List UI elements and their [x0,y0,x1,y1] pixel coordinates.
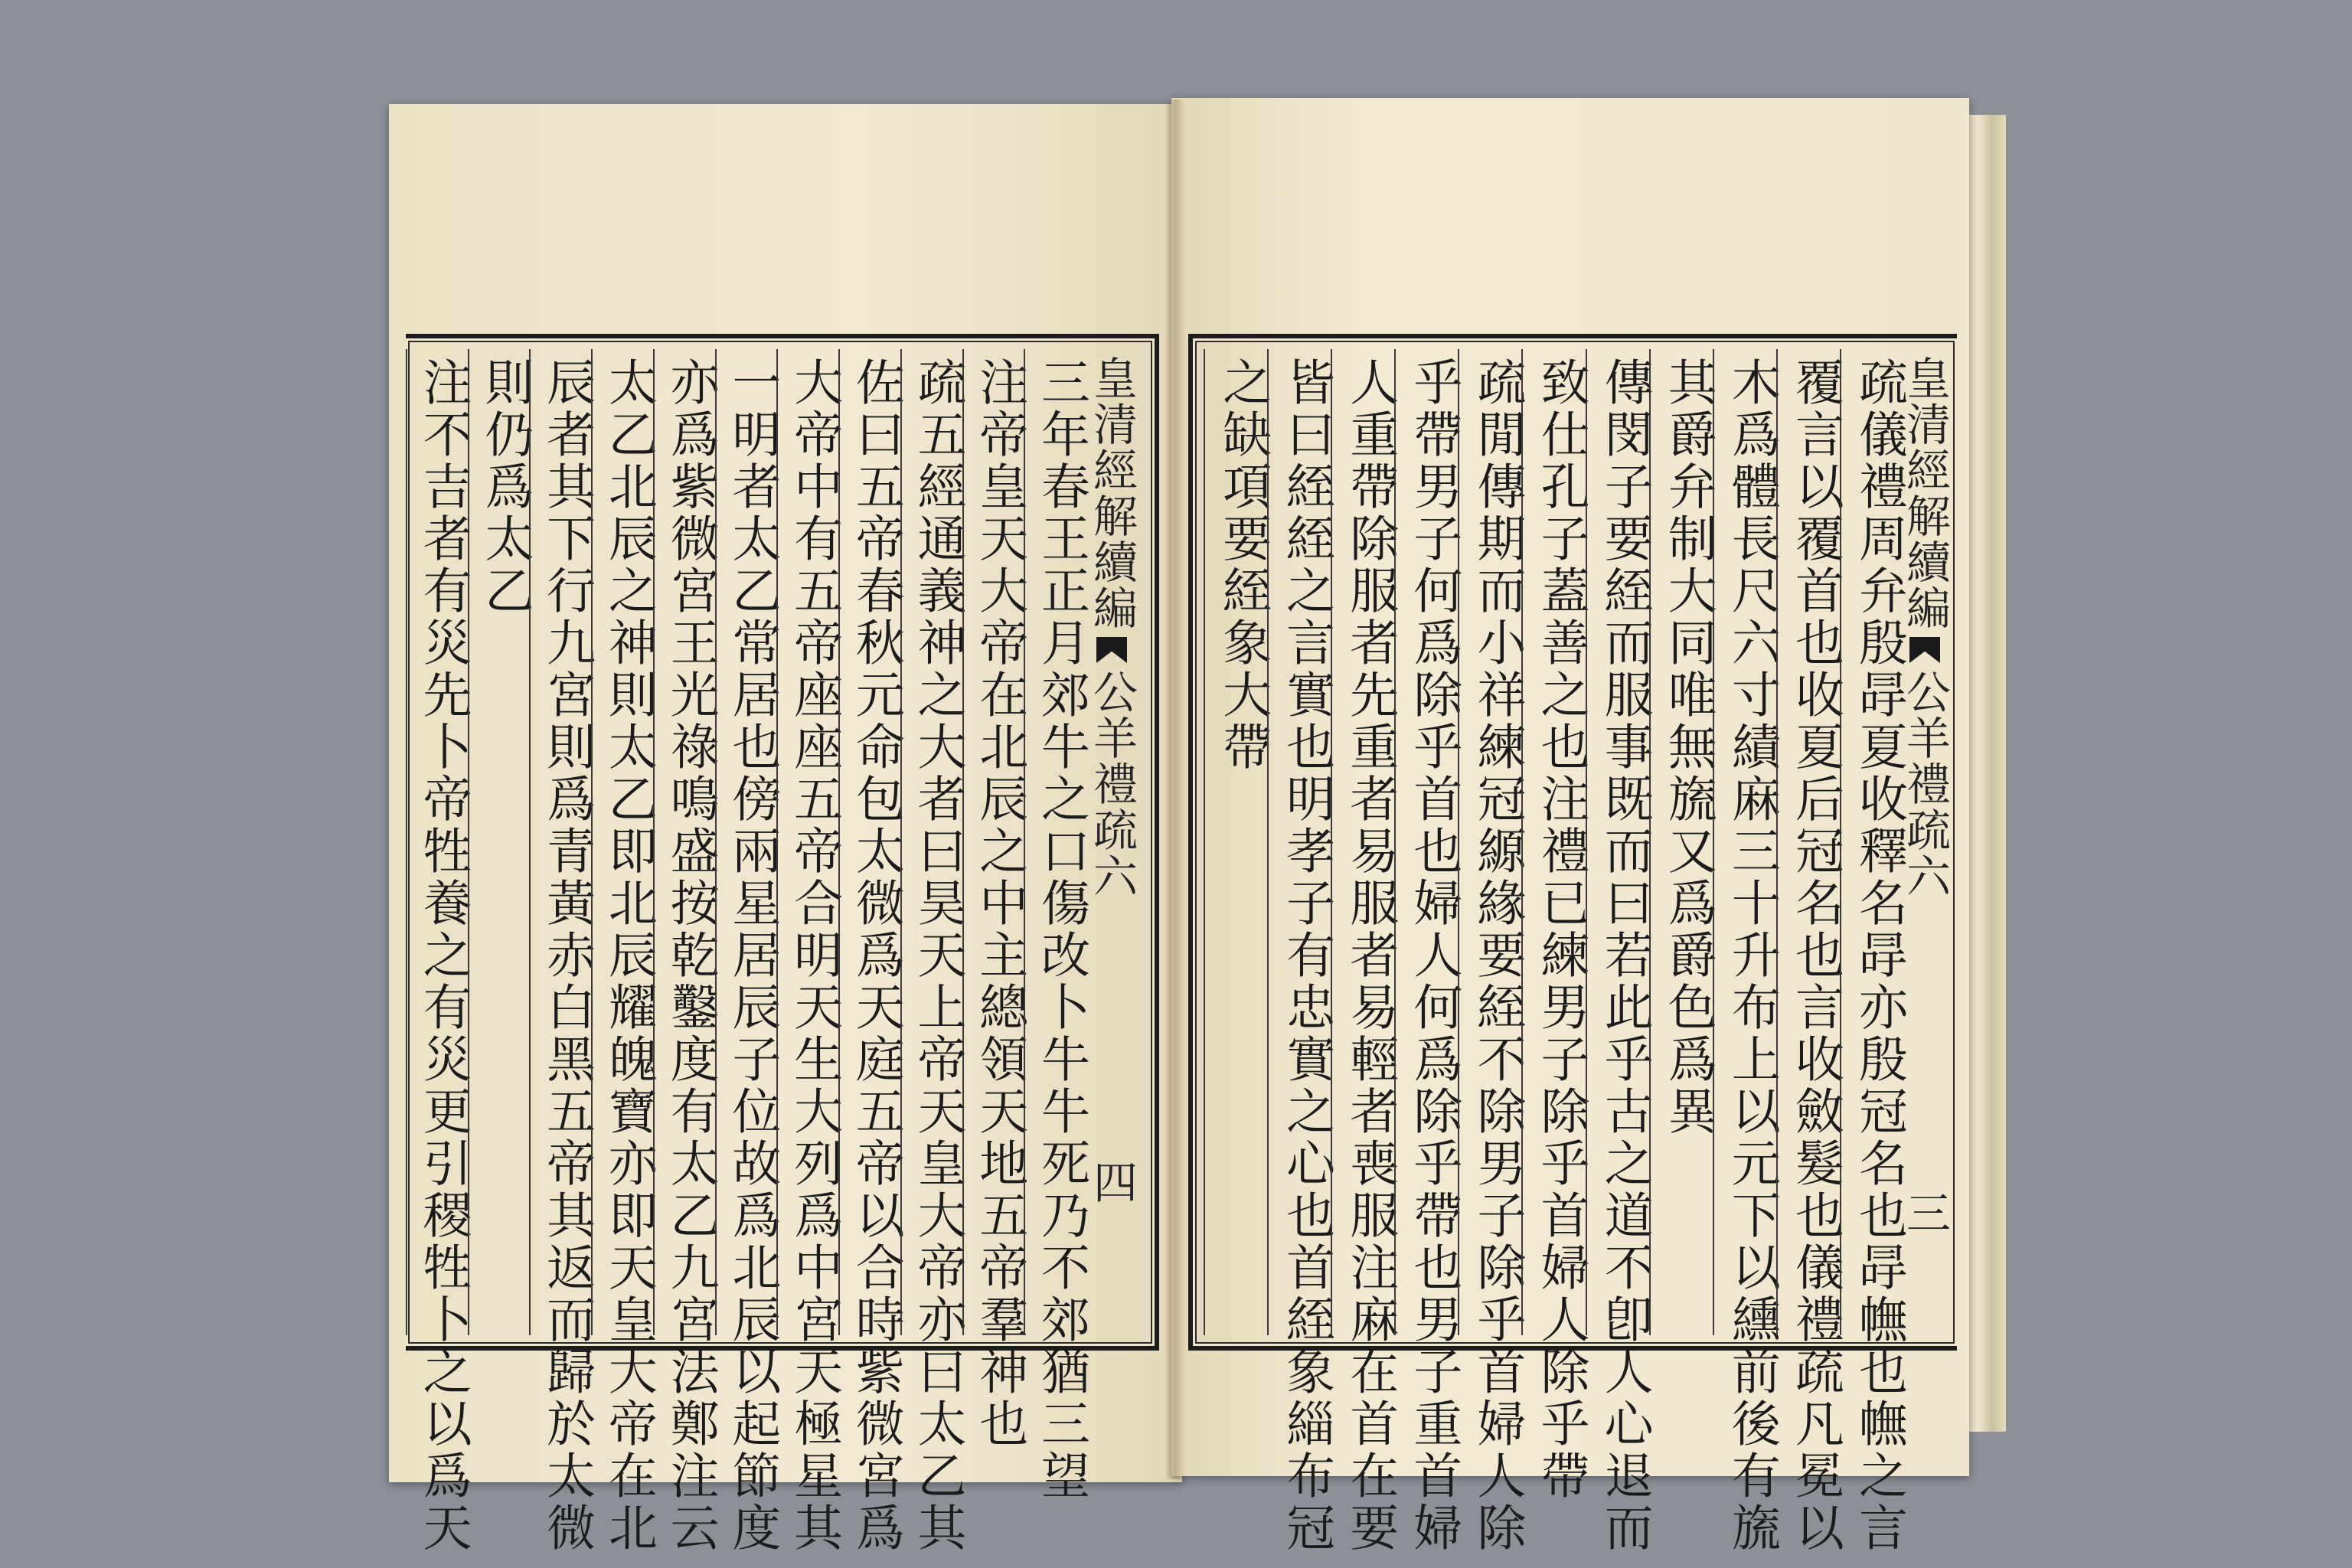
left-margin-section: 公羊禮疏六 [1086,669,1138,899]
text-column: 其爵弁制大同唯無旒又爲爵色爲異 [1649,349,1713,1335]
fish-tail-mark-icon [1096,637,1127,663]
text-column: 三年春王正月郊牛之口傷改卜牛牛死乃不郊猶三望 [1024,349,1086,1335]
right-columns [1204,349,1957,1554]
right-margin-column [1899,349,1957,1335]
text-column: 疏五經通義神之大者曰昊天上帝天皇大帝亦曰太乙其 [900,349,962,1335]
text-column: 乎帶男子何爲除乎首也婦人何爲除乎帶也男子重首婦 [1394,349,1458,1335]
text-column: 佐曰五帝春秋元命包太微爲天庭五帝以合時紫微宮爲 [838,349,900,1335]
right-folio: 三 [1899,1190,1951,1236]
left-columns [406,349,1144,1554]
left-text-frame [406,334,1159,1554]
text-column: 大帝中有五帝座座五帝合明天生大列爲中宮天極星其 [776,349,838,1335]
left-margin-title: 皇清經解續編 [1086,355,1138,631]
text-column: 疏閒傳期而小祥練冠縓緣要絰不除男子除乎首婦人除 [1458,349,1521,1335]
text-column: 注不吉者有災先卜帝牲養之有災更引稷牲卜之以爲天 [406,349,468,1335]
text-column: 致仕孔子蓋善之也注禮已練男子除乎首婦人除乎帶 [1521,349,1585,1335]
text-column: 覆言以覆首也收夏后冠名也言收斂髮也儀禮疏凡冕以 [1776,349,1840,1335]
right-text-frame [1188,334,1957,1554]
right-margin-title: 皇清經解續編 [1899,355,1951,631]
text-column: 亦爲紫微宮王光祿鳴盛按乾鑿度有太乙九宮法鄭注云 [653,349,715,1335]
text-column: 木爲體長尺六寸績麻三十升布上以元下以纁前後有旒 [1713,349,1776,1335]
right-margin-section: 公羊禮疏六 [1899,669,1951,899]
text-column: 傳閔子要絰而服事既而曰若此乎古之道不卽人心退而 [1586,349,1649,1335]
fish-tail-mark-icon [1909,637,1940,663]
book-gutter [1165,100,1185,1479]
text-column: 之缺項要絰象大帶 [1204,349,1267,1335]
text-column: 一明者太乙常居也傍兩星居辰子位故爲北辰以起節度 [715,349,777,1335]
text-column: 疏儀禮周弁殷冔夏收釋名冔亦殷冠名也冔幠也幠之言 [1840,349,1903,1335]
text-column: 注帝皇天大帝在北辰之中主總領天地五帝羣神也 [962,349,1024,1335]
text-column: 皆曰絰絰之言實也明孝子有忠實之心也首絰象緇布冠 [1267,349,1331,1335]
left-folio: 四 [1086,1159,1138,1205]
text-column: 太乙北辰之神則太乙即北辰耀魄寶亦即天皇大帝在北 [591,349,653,1335]
text-column: 人重帶除服者先重者易服者易輕者喪服注麻在首在要 [1331,349,1394,1335]
text-column: 辰者其下行九宮則爲青黃赤白黑五帝其返而歸於太微 [529,349,591,1335]
text-column: 則仍爲太乙 [468,349,530,1335]
left-margin-column [1086,349,1144,1335]
